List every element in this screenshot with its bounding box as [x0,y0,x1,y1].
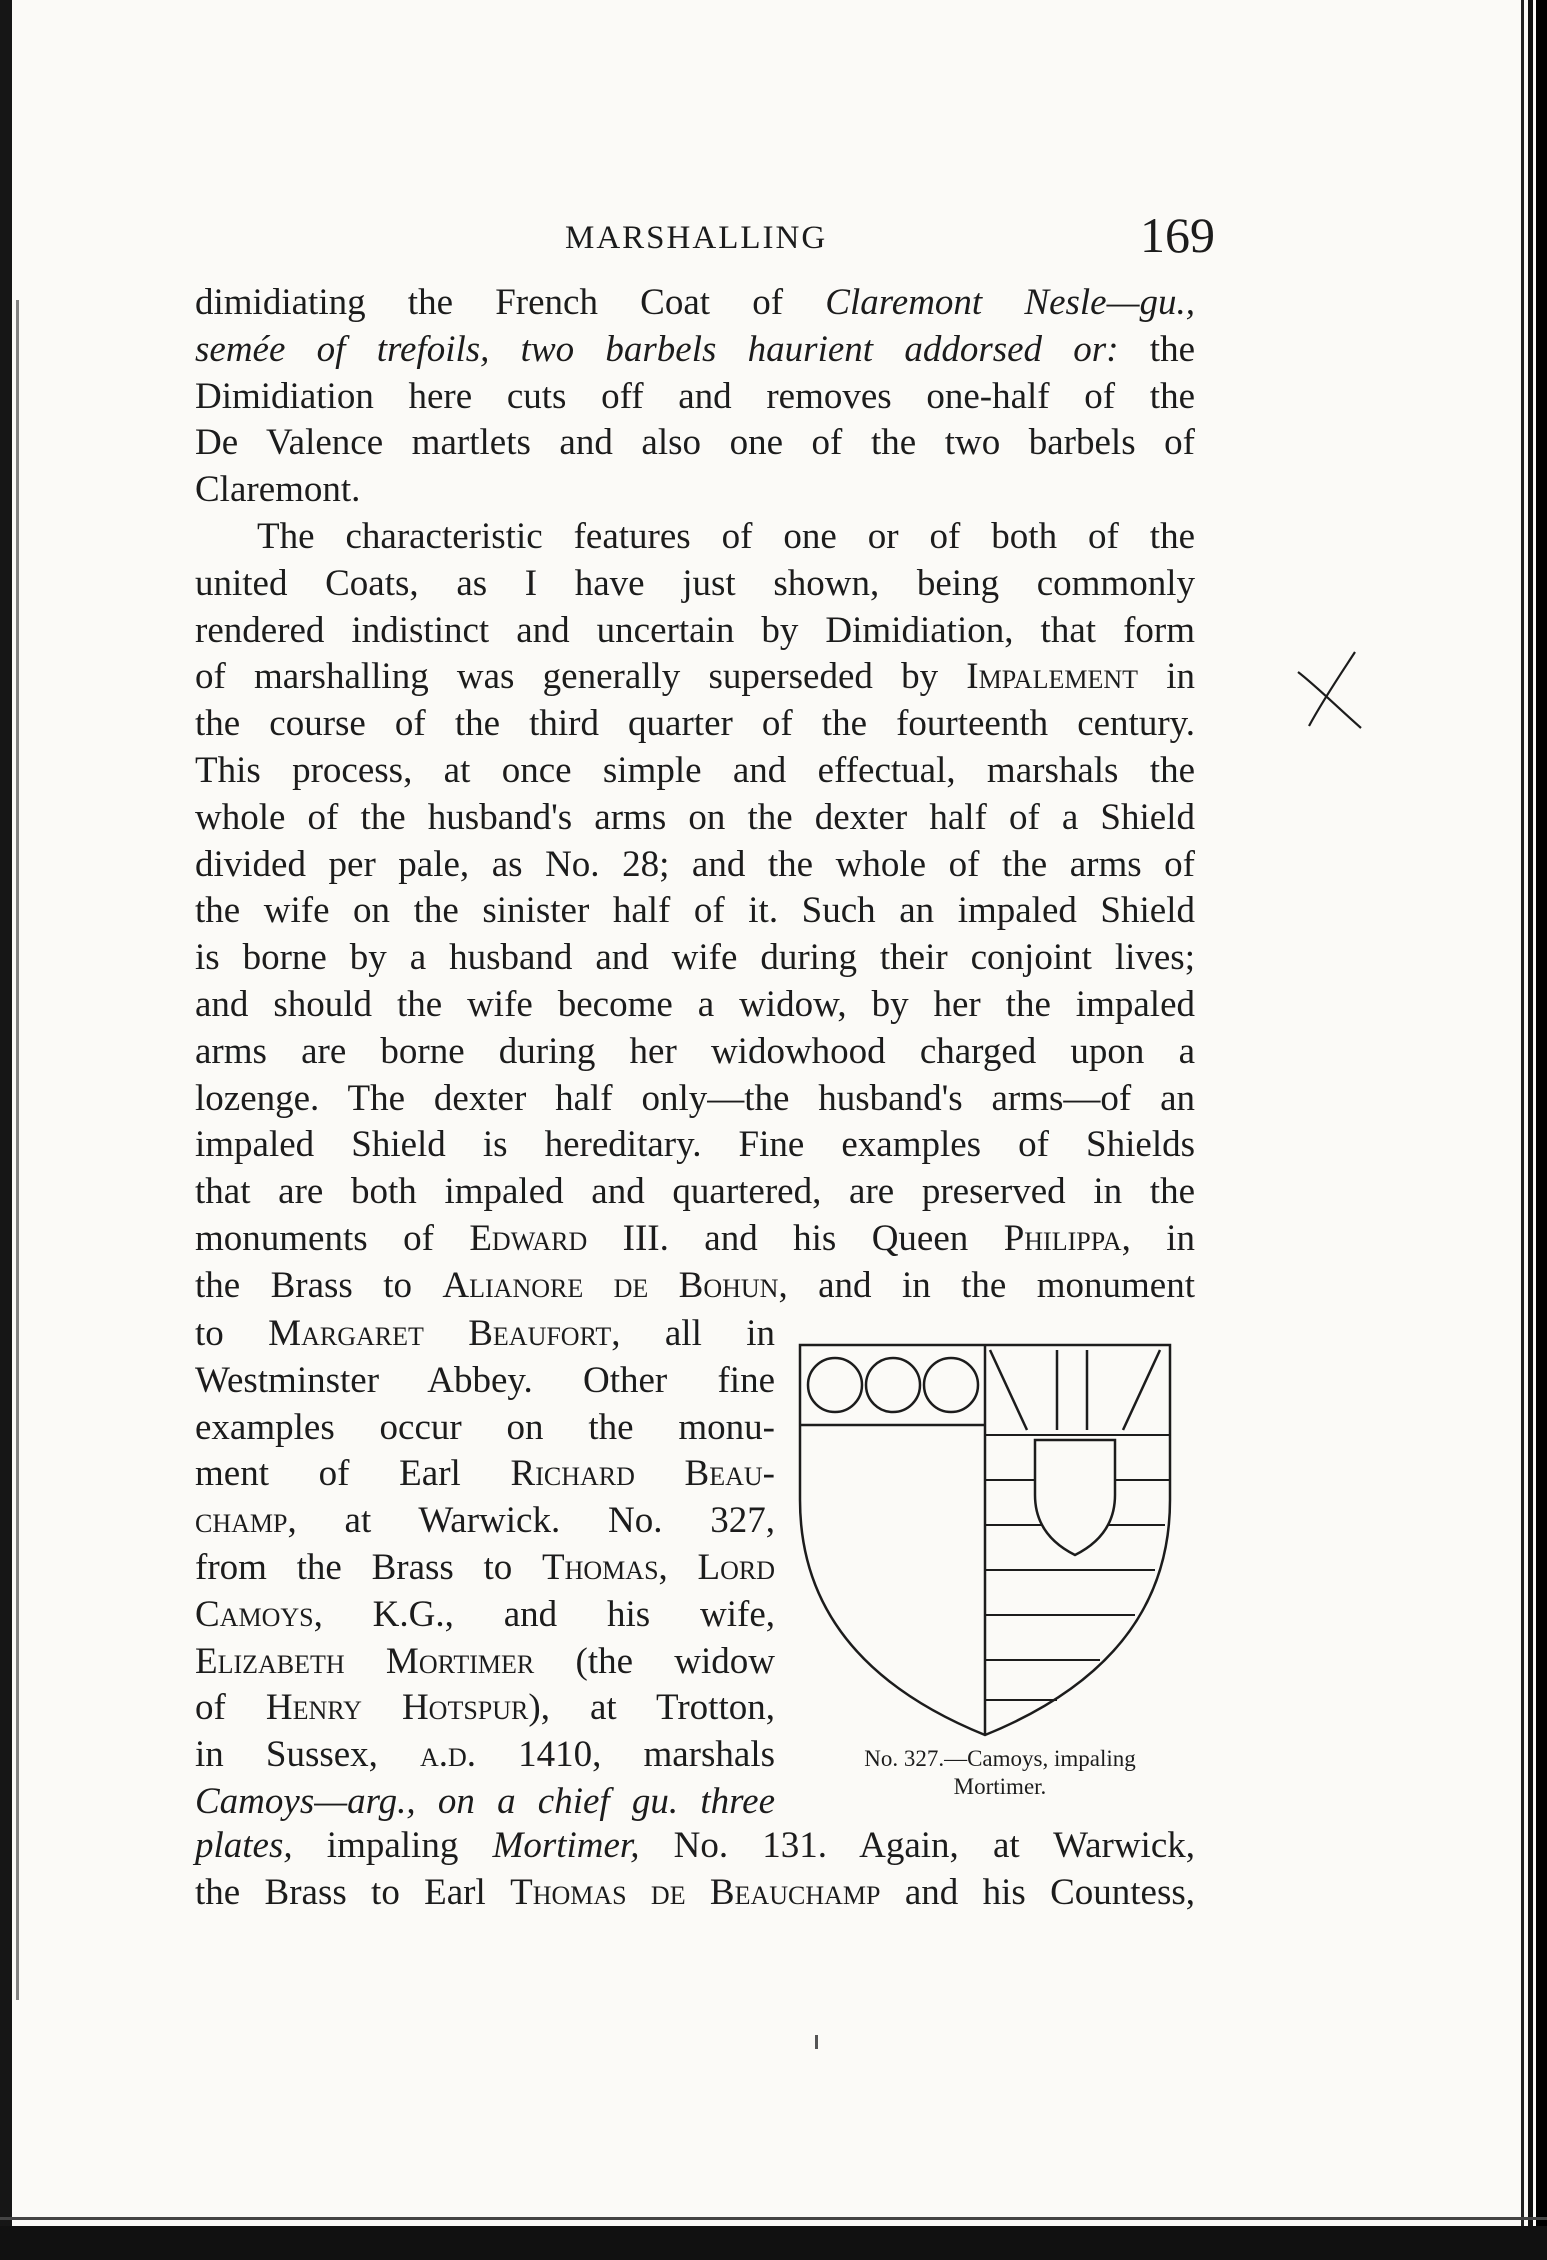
paragraph-1 [195,280,1195,514]
stray-ink-mark [815,2035,818,2049]
scan-bottom-line [0,2217,1547,2220]
text-run: III. and his Queen [587,1217,1004,1259]
text-line: The characteristic features of one or of both of the [257,515,1195,557]
small-caps-run: Thomas, Lord [542,1546,775,1588]
text-run: the Brass to Earl [195,1871,511,1913]
figure-caption [820,1745,1180,1801]
text-run: , at Warwick. No. 327, [287,1500,775,1542]
small-caps-run: a.d. [420,1734,477,1776]
page-number: 169 [1140,207,1215,263]
text-run: No. 131. Again, at Warwick, [639,1825,1196,1866]
scan-right-edge [1517,0,1547,2260]
text-run: and his Countess, [880,1871,1196,1913]
plate-1 [808,1358,862,1412]
text-line: whole of the husband's arms on the dexter half of a Shield [195,796,1195,838]
text-line: that are both impaled and quartered, are preserved in the [195,1171,1195,1213]
text-line [195,1592,775,1639]
text-line: united Coats, as I have just shown, being commonly [195,562,1195,604]
text-line [195,1779,775,1826]
body-text-main [195,280,1195,1310]
small-caps-run: Henry Hotspur [265,1687,529,1729]
text-line [195,1685,775,1732]
text-run: dimidiating the French Coat of [195,282,826,323]
text-line: This process, at once simple and effectual, marshals the [195,749,1195,791]
text-run: in [1138,656,1195,698]
text-line [195,1498,775,1545]
text-run: the Brass to [195,1264,443,1306]
text-line [195,1311,775,1358]
plate-3 [924,1358,978,1412]
text-line: Westminster Abbey. Other fine [195,1359,775,1401]
text-line [195,1451,775,1498]
small-caps-run: Edward [469,1217,588,1259]
text-line: rendered indistinct and uncertain by Dimidiation, that form [195,609,1195,651]
text-line [195,1870,1195,1917]
small-caps-run: Alianore de Bohun [442,1264,779,1306]
small-caps-run: Philippa [1003,1217,1122,1259]
text-line: divided per pale, as No. 28; and the whole of the arms of [195,843,1195,885]
italic-run: Camoys—arg., on a chief gu. three [195,1780,775,1822]
caption-line: No. 327.—Camoys, impaling [864,1746,1136,1771]
caption-line: Mortimer. [953,1774,1047,1799]
inescutcheon [1035,1440,1115,1555]
text-run: monuments of [195,1217,470,1259]
body-text-end [195,1823,1195,1917]
mortimer-pale-4 [1123,1350,1160,1430]
small-caps-run: Thomas de Beauchamp [510,1871,881,1913]
text-line [195,1732,775,1779]
text-line [195,654,1195,701]
text-line: and should the wife become a widow, by her the impaled [195,983,1195,1025]
italic-run: Claremont Nesle—gu., [825,282,1195,323]
text-run: ), at Trotton, [528,1687,775,1729]
text-run: from the Brass to [195,1546,543,1588]
text-line [195,1216,1195,1263]
italic-run: semée of trefoils, two barbels haurient addorsed or: [195,328,1119,370]
scan-bottom-edge [0,2226,1547,2260]
italic-run: Mortimer, [492,1825,640,1866]
italic-run: plates, [195,1825,293,1866]
text-run: of marshalling was generally superseded by [195,656,967,698]
body-text-beside-figure [195,1311,775,1826]
running-title: MARSHALLING [565,220,828,256]
text-line: examples occur on the monu- [195,1406,775,1448]
small-caps-run: Margaret Beaufort [268,1313,612,1354]
text-line [195,1639,775,1686]
text-run: , K.G., and his wife, [313,1593,775,1635]
text-run: , and in the monument [778,1264,1195,1306]
text-run: , in [1121,1217,1196,1259]
text-line: impaled Shield is hereditary. Fine examples of Shields [195,1124,1195,1166]
page-header [195,207,1215,270]
text-line: the wife on the sinister half of it. Such an impaled Shield [195,890,1195,932]
text-line [195,280,1195,327]
text-run: 1410, marshals [476,1734,775,1776]
text-run: the [1118,328,1195,370]
text-run: ment of Earl [195,1453,511,1495]
text-line: Dimidiation here cuts off and removes one-half of the [195,375,1195,417]
scan-left-edge-line [16,300,19,2000]
text-line: the course of the third quarter of the fourteenth century. [195,703,1195,745]
text-run: impaling [292,1825,493,1866]
small-caps-run: champ [195,1500,288,1542]
text-run: to [195,1313,269,1354]
text-line: Claremont. [195,469,361,511]
heraldic-shield-illustration [795,1340,1175,1740]
small-caps-run: Impalement [966,656,1139,698]
figure-camoys-impaling-mortimer [795,1340,1175,1740]
text-line [195,1263,1195,1310]
mortimer-pale-1 [990,1350,1027,1430]
text-run: of [195,1687,266,1729]
text-line: arms are borne during her widowhood charged upon a [195,1030,1195,1072]
small-caps-run: Richard Beau- [510,1453,775,1495]
text-line [195,1823,1195,1870]
text-line [195,1545,775,1592]
scan-left-edge [0,0,12,2260]
text-line: is borne by a husband and wife during their conjoint lives; [195,937,1195,979]
text-run: , all in [611,1313,776,1354]
text-run: (the widow [534,1640,775,1682]
text-line: De Valence martlets and also one of the two barbels of [195,422,1195,464]
small-caps-run: Elizabeth Mortimer [195,1640,535,1682]
text-line: lozenge. The dexter half only—the husband's arms—of an [195,1077,1195,1119]
text-line [195,327,1195,374]
paragraph-2 [195,514,1195,1310]
small-caps-run: Camoys [195,1593,314,1635]
handwritten-cross-mark-icon [1295,650,1365,730]
text-run: in Sussex, [195,1734,420,1776]
plate-2 [866,1358,920,1412]
